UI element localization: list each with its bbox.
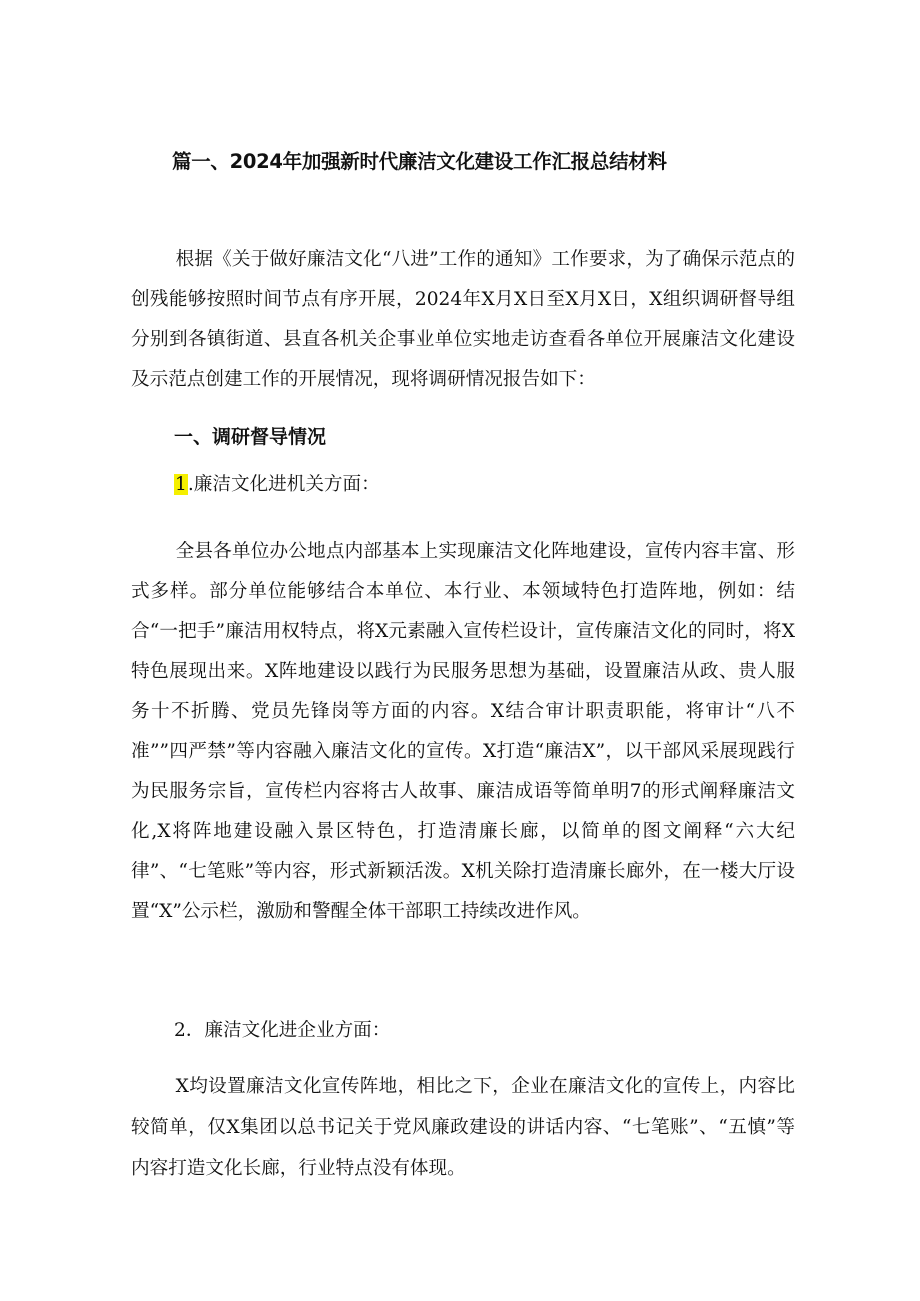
item-1-paragraph: 全县各单位办公地点内部基本上实现廉洁文化阵地建设，宣传内容丰富、形式多样。部分单位能够结合本单位、本行业、本领域特色打造阵地，例如：结合“一把手”廉洁用权特点，将X元素融入宣传栏设计，宣传廉洁文化的同时，将X特色展现出来。X阵地建设以践行为民服务思想为基础，设置廉洁从政、贵人服务十不折腾、党员先锋岗等方面的内容。X结合审计职责职能，将审计“八不准””四严禁”等内容融入廉洁文化的宣传。X打造“廉洁X”，以干部风采展现践行为民服务宗旨，宣传栏内容将古人故事、廉洁成语等简单明7的形式阐释廉洁文化,X将阵地建设融入景区特色，打造清廉长廊，以简单的图文阐释“六大纪律”、“七笔账”等内容，形式新颖活泼。X机关除打造清廉长廊外，在一楼大厅设置“X”公示栏，激励和警醒全体干部职工持续改进作风。	[131, 541, 795, 922]
subheading-item-1-label: .廉洁文化进机关方面：	[187, 474, 380, 495]
item-2-paragraph: X均设置廉洁文化宣传阵地，相比之下，企业在廉洁文化的宣传上，内容比较简单，仅X集团以总书记关于党风廉政建设的讲话内容、“七笔账”、“五慎”等内容打造文化长廊，行业特点没有体现。	[131, 1076, 795, 1179]
subheading-item-2: 2．廉洁文化进企业方面：	[174, 1020, 391, 1041]
subheading-item-1	[174, 468, 380, 502]
document-title: 篇一、2024年加强新时代廉洁文化建设工作汇报总结材料	[172, 150, 667, 173]
section-heading-survey: 一、调研督导情况	[174, 426, 327, 448]
highlighted-number: 1	[175, 474, 187, 495]
intro-paragraph: 根据《关于做好廉洁文化“八进”工作的通知》工作要求，为了确保示范点的创残能够按照时间节点有序开展，2024年X月X日至X月X日，X组织调研督导组分别到各镇街道、县直各机关企事业单位实地走访查看各单位开展廉洁文化建设及示范点创建工作的开展情况，现将调研情况报告如下：	[131, 249, 795, 390]
